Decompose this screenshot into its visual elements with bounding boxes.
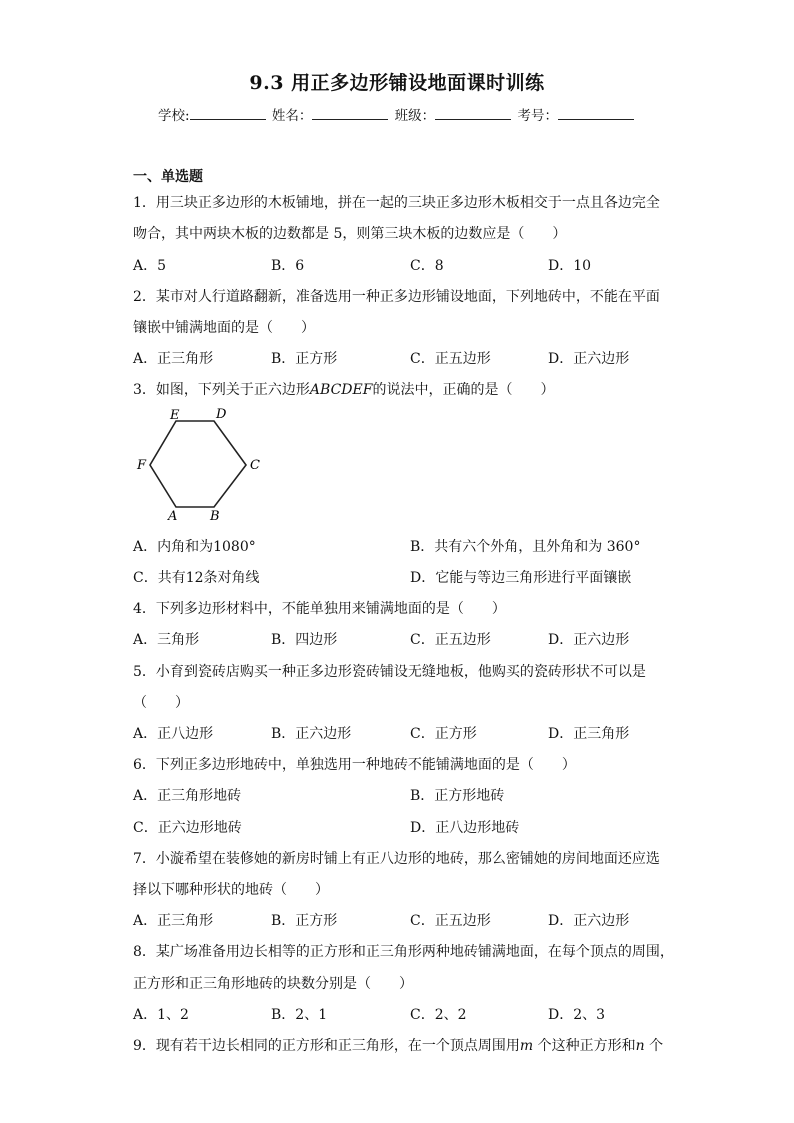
q7-options (133, 910, 693, 930)
school-label: 学校: (158, 108, 190, 124)
q8-line-2: 正方形和正三角形地砖的块数分别是（ ） (133, 976, 413, 992)
q3-text-pre: 3．如图，下列关于正六边形 (133, 382, 310, 398)
q8-line-1: 8．某广场准备用边长相等的正方形和正三角形两种地砖铺满地面，在每个顶点的周围， (133, 944, 674, 960)
hexagon-diagram (133, 402, 273, 527)
q8-option-d[interactable]: D．2、3 (548, 1007, 606, 1023)
q4-option-c[interactable]: C．正五边形 (410, 632, 491, 648)
q4-line-1: 4．下列多边形材料中，不能单独用来铺满地面的是（ ） (133, 601, 506, 617)
q4-option-b[interactable]: B．四边形 (271, 632, 338, 648)
q6-options-row-1 (133, 785, 693, 805)
q9-text-mid: 个这种正方形和 (533, 1038, 636, 1054)
q1-line-1: 1．用三块正多边形的木板铺地，拼在一起的三块正多边形木板相交于一点且各边完全 (133, 195, 660, 211)
q3-options-row-1 (133, 536, 693, 556)
q7-option-b[interactable]: B．正方形 (271, 913, 338, 929)
number-label: 考号： (517, 108, 558, 124)
q7-line-1: 7．小漩希望在装修她的新房时铺上有正八边形的地砖，那么密铺她的房间地面还应选 (133, 851, 660, 867)
q2-line-1: 2．某市对人行道路翻新，准备选用一种正多边形铺设地面，下列地砖中，不能在平面 (133, 289, 660, 305)
name-blank[interactable] (312, 106, 388, 120)
q7-option-d[interactable]: D．正六边形 (548, 913, 630, 929)
q6-option-c[interactable]: C．正六边形地砖 (133, 820, 242, 836)
hexagon-shape (150, 421, 246, 507)
q5-option-a[interactable]: A．正八边形 (133, 726, 214, 742)
q9-variable-m: m (519, 1038, 534, 1054)
q9-line-1 (133, 1035, 663, 1055)
q5-option-c[interactable]: C．正方形 (410, 726, 477, 742)
q9-text-pre: 9．现有若干边长相同的正方形和正三角形，在一个顶点周围用 (133, 1038, 520, 1054)
q7-option-c[interactable]: C．正五边形 (410, 913, 491, 929)
q6-options-row-2 (133, 817, 693, 837)
vertex-label-b: B (210, 509, 220, 524)
vertex-label-d: D (216, 407, 227, 422)
number-blank[interactable] (558, 106, 634, 120)
class-blank[interactable] (435, 106, 511, 120)
q5-options (133, 723, 693, 743)
q6-option-d[interactable]: D．正八边形地砖 (410, 820, 520, 836)
q1-option-d[interactable]: D．10 (548, 258, 592, 274)
q3-options-row-2 (133, 567, 693, 587)
q4-option-d[interactable]: D．正六边形 (548, 632, 630, 648)
class-label: 班级： (394, 108, 436, 124)
q5-line-1: 5．小育到瓷砖店购买一种正多边形瓷砖铺设无缝地板，他购买的瓷砖形状不可以是 (133, 664, 646, 680)
q3-option-a[interactable]: A．内角和为1080° (133, 539, 256, 555)
q2-option-c[interactable]: C．正五边形 (410, 351, 491, 367)
q3-line-1 (133, 379, 554, 399)
q3-text-post: 的说法中，正确的是（ ） (372, 382, 555, 398)
q6-line-1: 6．下列正多边形地砖中，单独选用一种地砖不能铺满地面的是（ ） (133, 757, 576, 773)
vertex-label-a: A (168, 509, 178, 524)
section-heading: 一、单选题 (133, 169, 203, 185)
q6-option-a[interactable]: A．正三角形地砖 (133, 788, 242, 804)
q6-option-b[interactable]: B．正方形地砖 (410, 788, 505, 804)
q2-line-2: 镶嵌中铺满地面的是（ ） (133, 320, 315, 336)
q8-options (133, 1004, 693, 1024)
q4-options (133, 629, 693, 649)
q3-option-d[interactable]: D．它能与等边三角形进行平面镶嵌 (410, 570, 632, 586)
page-title: 9.3 用正多边形铺设地面课时训练 (249, 72, 545, 94)
q1-option-b[interactable]: B．6 (271, 258, 305, 274)
q1-options (133, 255, 693, 275)
q5-line-2: （ ） (133, 695, 189, 711)
q8-option-c[interactable]: C．2、2 (410, 1007, 467, 1023)
q1-line-2: 吻合，其中两块木板的边数都是 5，则第三块木板的边数应是（ ） (133, 226, 567, 242)
q4-option-a[interactable]: A．三角形 (133, 632, 200, 648)
school-blank[interactable] (190, 106, 266, 120)
name-label: 姓名： (271, 108, 313, 124)
student-info-row (0, 104, 794, 124)
q8-option-a[interactable]: A．1、2 (133, 1007, 189, 1023)
vertex-label-e: E (170, 408, 180, 423)
q8-option-b[interactable]: B．2、1 (271, 1007, 328, 1023)
q5-option-b[interactable]: B．正六边形 (271, 726, 352, 742)
q9-text-post: 个 (644, 1038, 664, 1054)
q7-option-a[interactable]: A．正三角形 (133, 913, 214, 929)
q1-option-c[interactable]: C．8 (410, 258, 444, 274)
vertex-label-c: C (250, 458, 260, 473)
q2-option-b[interactable]: B．正方形 (271, 351, 338, 367)
q3-variable: ABCDEF (309, 382, 373, 398)
q1-option-a[interactable]: A．5 (133, 258, 167, 274)
q5-option-d[interactable]: D．正三角形 (548, 726, 630, 742)
q2-option-a[interactable]: A．正三角形 (133, 351, 214, 367)
vertex-label-f: F (137, 458, 147, 473)
q7-line-2: 择以下哪种形状的地砖（ ） (133, 882, 329, 898)
q3-option-b[interactable]: B．共有六个外角，且外角和为 360° (410, 539, 641, 555)
q3-option-c[interactable]: C．共有12条对角线 (133, 570, 260, 586)
q2-options (133, 348, 693, 368)
q2-option-d[interactable]: D．正六边形 (548, 351, 630, 367)
hexagon-figure (133, 402, 273, 527)
q9-variable-n: n (635, 1038, 645, 1054)
